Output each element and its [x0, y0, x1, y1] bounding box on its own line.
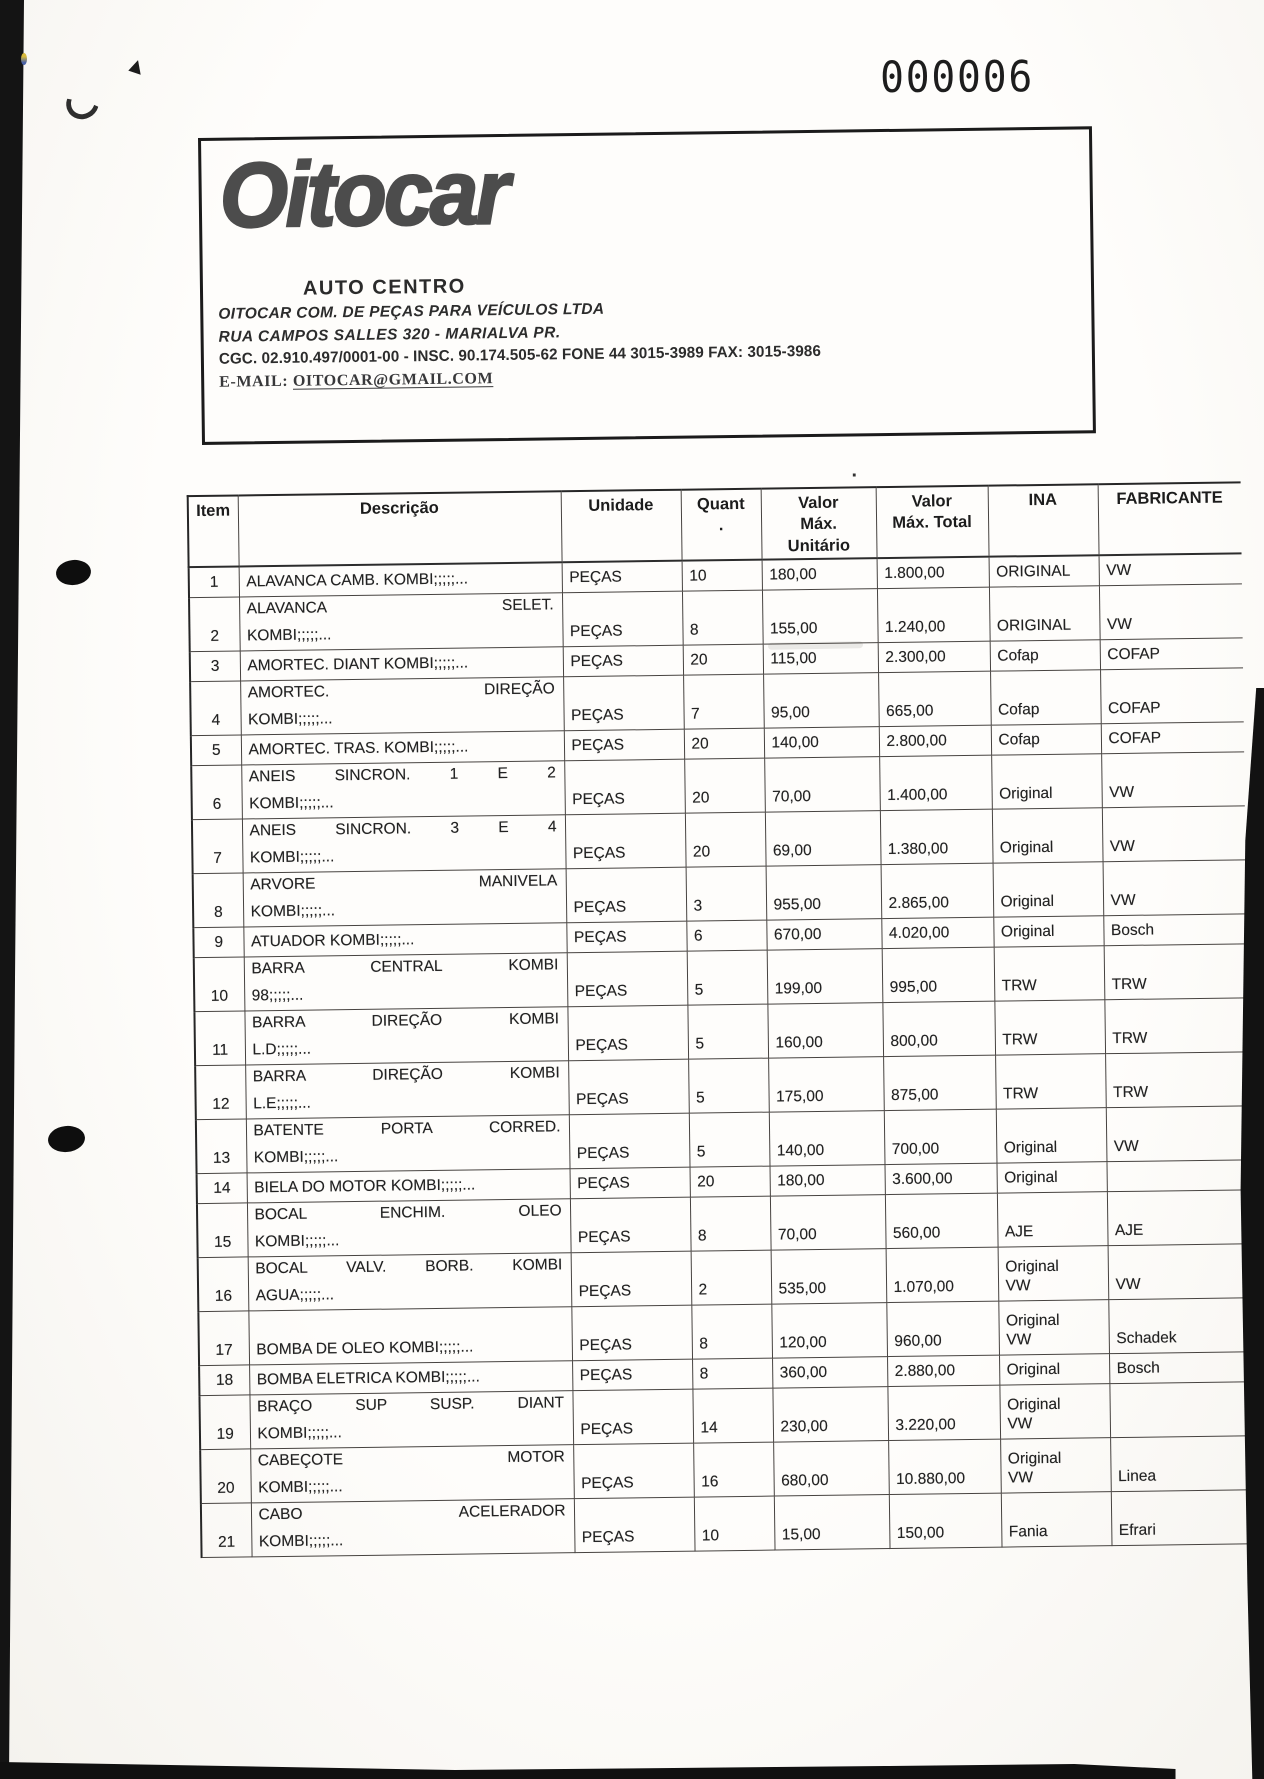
- item-number-cell: 1: [189, 567, 239, 598]
- quantity-cell: 6: [686, 920, 766, 951]
- manufacturer-cell: VW: [1102, 806, 1246, 862]
- ina-cell: Original VW: [1000, 1437, 1111, 1492]
- item-number-cell: 10: [194, 957, 245, 1012]
- total-price-cell: 4.020,00: [881, 917, 993, 948]
- manufacturer-cell: TRW: [1105, 1052, 1249, 1108]
- unit-cell: PEÇAS: [565, 813, 686, 869]
- unit-price-cell: 95,00: [763, 672, 879, 728]
- total-price-cell: 665,00: [878, 671, 991, 726]
- quantity-cell: 10: [694, 1496, 775, 1551]
- unit-price-cell: 180,00: [762, 558, 877, 590]
- quantity-cell: 5: [688, 1058, 769, 1113]
- description-cell: ATUADOR KOMBI;;;;;...: [243, 923, 566, 957]
- manufacturer-cell: COFAP: [1100, 638, 1243, 670]
- col-header-item: Item: [188, 496, 239, 568]
- unit-cell: PEÇAS: [563, 675, 684, 731]
- col-header-quant: Quant .: [681, 489, 762, 561]
- quantity-cell: 2: [691, 1250, 772, 1305]
- ina-cell: Original VW: [999, 1383, 1110, 1438]
- unit-cell: PEÇAS: [572, 1389, 693, 1445]
- ina-cell: Cofap: [991, 724, 1101, 755]
- description-cell: BOCAL ENCHIM. OLEO KOMBI;;;;;...: [247, 1199, 571, 1257]
- ina-cell: Original: [993, 916, 1103, 947]
- ina-cell: TRW: [994, 946, 1105, 1001]
- unit-price-cell: 199,00: [767, 948, 883, 1004]
- color-speck: [21, 53, 27, 65]
- total-price-cell: 960,00: [886, 1301, 999, 1356]
- col-header-descricao: Descrição: [238, 491, 562, 567]
- ina-cell: AJE: [997, 1191, 1108, 1246]
- unit-price-cell: 69,00: [765, 810, 881, 866]
- manufacturer-cell: Linea: [1110, 1436, 1254, 1492]
- col-header-valor-max-unitario: Valor Máx. Unitário: [761, 487, 877, 560]
- description-cell: BRAÇO SUP SUSP. DIANT KOMBI;;;;;...: [249, 1391, 573, 1449]
- table-body: [189, 554, 1255, 1558]
- manufacturer-cell: VW: [1099, 554, 1242, 586]
- description-cell: BARRA CENTRAL KOMBI 98;;;;;...: [244, 953, 568, 1011]
- item-number-cell: 11: [194, 1011, 245, 1066]
- email-link[interactable]: OITOCAR@GMAIL.COM: [292, 370, 494, 390]
- unit-price-cell: 175,00: [768, 1056, 884, 1112]
- unit-price-cell: 115,00: [763, 642, 878, 674]
- ina-cell: Cofap: [990, 640, 1100, 671]
- item-number-cell: 14: [197, 1173, 247, 1204]
- quantity-cell: 20: [683, 644, 763, 675]
- quantity-cell: 8: [690, 1196, 771, 1251]
- page-number-stamp: 000006: [879, 52, 1035, 104]
- unit-cell: PEÇAS: [564, 759, 685, 815]
- unit-cell: PEÇAS: [574, 1497, 695, 1553]
- quantity-cell: 3: [686, 866, 767, 921]
- ina-cell: Original: [991, 754, 1102, 809]
- manufacturer-cell: VW: [1099, 584, 1243, 640]
- unit-cell: PEÇAS: [562, 591, 683, 647]
- description-cell: BARRA DIREÇÃO KOMBI L.D;;;;;...: [244, 1007, 568, 1065]
- item-number-cell: 12: [195, 1065, 246, 1120]
- description-cell: AMORTEC. DIANT KOMBI;;;;;...: [240, 647, 563, 681]
- unit-price-cell: 120,00: [771, 1302, 887, 1358]
- col-header-unidade: Unidade: [561, 490, 682, 563]
- quantity-cell: 10: [682, 560, 762, 591]
- total-price-cell: 2.300,00: [878, 641, 990, 672]
- total-price-cell: 1.070,00: [886, 1247, 999, 1302]
- unit-cell: PEÇAS: [568, 1059, 689, 1115]
- quantity-cell: 20: [685, 812, 766, 867]
- unit-price-cell: 155,00: [762, 588, 878, 644]
- manufacturer-cell: COFAP: [1100, 668, 1244, 724]
- quantity-cell: 8: [691, 1304, 772, 1359]
- unit-cell: PEÇAS: [572, 1359, 692, 1391]
- item-number-cell: 5: [191, 735, 241, 766]
- unit-cell: PEÇAS: [566, 921, 686, 953]
- quantity-cell: 14: [692, 1388, 773, 1443]
- ina-cell: Original: [996, 1162, 1106, 1193]
- item-number-cell: 2: [189, 597, 240, 652]
- stray-dot-mark: .: [851, 459, 858, 482]
- manufacturer-cell: [1106, 1160, 1249, 1192]
- unit-cell: PEÇAS: [573, 1443, 694, 1499]
- manufacturer-cell: Schadek: [1108, 1298, 1252, 1354]
- company-address: RUA CAMPOS SALLES 320 - MARIALVA PR.: [218, 324, 561, 346]
- total-price-cell: 1.380,00: [880, 809, 993, 864]
- total-price-cell: 2.865,00: [881, 863, 994, 918]
- item-number-cell: 6: [191, 765, 242, 820]
- unit-cell: PEÇAS: [567, 951, 688, 1007]
- ina-cell: Original: [993, 862, 1104, 917]
- description-cell: BOCAL VALV. BORB. KOMBI AGUA;;;;;...: [248, 1253, 572, 1311]
- ina-cell: ORIGINAL: [989, 586, 1100, 641]
- total-price-cell: 2.880,00: [887, 1355, 999, 1386]
- ina-cell: Cofap: [990, 670, 1101, 725]
- ina-cell: ORIGINAL: [989, 556, 1099, 587]
- description-cell: AMORTEC. TRAS. KOMBI;;;;;...: [241, 731, 564, 765]
- manufacturer-cell: Bosch: [1109, 1352, 1252, 1384]
- item-number-cell: 4: [190, 681, 241, 736]
- description-cell: CABO ACELERADOR KOMBI;;;;;...: [251, 1499, 575, 1557]
- item-number-cell: 15: [197, 1203, 248, 1258]
- manufacturer-cell: TRW: [1104, 998, 1248, 1054]
- manufacturer-cell: VW: [1103, 860, 1247, 916]
- parts-price-table: [187, 481, 1255, 1558]
- ina-cell: Original VW: [998, 1299, 1109, 1354]
- unit-price-cell: 180,00: [770, 1164, 885, 1196]
- col-header-fabricante: FABRICANTE: [1098, 482, 1242, 555]
- unit-price-cell: 680,00: [773, 1440, 889, 1496]
- col-header-valor-max-total: Valor Máx. Total: [876, 486, 989, 559]
- manufacturer-cell: AJE: [1107, 1190, 1251, 1246]
- unit-price-cell: 160,00: [767, 1002, 883, 1058]
- item-number-cell: 16: [198, 1257, 249, 1312]
- quantity-cell: 7: [683, 674, 764, 729]
- quantity-cell: 20: [684, 758, 765, 813]
- quantity-cell: 5: [687, 1004, 768, 1059]
- item-number-cell: 7: [192, 819, 243, 874]
- company-subtitle: AUTO CENTRO: [302, 275, 466, 300]
- description-cell: BIELA DO MOTOR KOMBI;;;;;...: [247, 1169, 570, 1203]
- unit-cell: PEÇAS: [571, 1251, 692, 1307]
- total-price-cell: 2.800,00: [879, 725, 991, 756]
- quantity-cell: 8: [682, 590, 763, 645]
- unit-price-cell: 535,00: [771, 1248, 887, 1304]
- description-cell: CABEÇOTE MOTOR KOMBI;;;;;...: [250, 1445, 574, 1503]
- item-number-cell: 21: [201, 1503, 252, 1558]
- description-cell: ANEIS SINCRON. 1 E 2 KOMBI;;;;;...: [241, 761, 565, 819]
- unit-price-cell: 70,00: [764, 756, 880, 812]
- total-price-cell: 700,00: [884, 1109, 997, 1164]
- manufacturer-cell: Bosch: [1103, 914, 1246, 946]
- unit-price-cell: 15,00: [774, 1494, 890, 1550]
- unit-price-cell: 230,00: [772, 1386, 888, 1442]
- quantity-cell: 8: [692, 1358, 772, 1389]
- unit-cell: PEÇAS: [571, 1305, 692, 1361]
- item-number-cell: 13: [196, 1119, 247, 1174]
- description-cell: ALAVANCA CAMB. KOMBI;;;;;...: [239, 563, 562, 597]
- total-price-cell: 10.880,00: [888, 1439, 1001, 1494]
- description-cell: ALAVANCA SELET. KOMBI;;;;;...: [239, 593, 563, 651]
- company-email-line: [219, 370, 493, 392]
- ina-cell: Original: [996, 1108, 1107, 1163]
- description-cell: ANEIS SINCRON. 3 E 4 KOMBI;;;;;...: [242, 815, 566, 873]
- manufacturer-cell: TRW: [1104, 944, 1248, 1000]
- total-price-cell: 1.800,00: [877, 557, 989, 588]
- total-price-cell: 1.240,00: [877, 587, 990, 642]
- ina-cell: TRW: [995, 1054, 1106, 1109]
- item-number-cell: 20: [200, 1449, 251, 1504]
- unit-cell: PEÇAS: [563, 645, 683, 677]
- description-cell: AMORTEC. DIREÇÃO KOMBI;;;;;...: [240, 677, 564, 735]
- description-cell: BATENTE PORTA CORRED. KOMBI;;;;;...: [246, 1115, 570, 1173]
- table-header: [188, 482, 1242, 567]
- unit-cell: PEÇAS: [566, 867, 687, 923]
- description-cell: BARRA DIREÇÃO KOMBI L.E;;;;;...: [245, 1061, 569, 1119]
- manufacturer-cell: VW: [1108, 1244, 1252, 1300]
- manufacturer-cell: VW: [1101, 752, 1245, 808]
- manufacturer-cell: COFAP: [1101, 722, 1244, 754]
- item-number-cell: 17: [198, 1311, 249, 1366]
- company-logo: Oitocar: [219, 140, 508, 247]
- description-cell: ARVORE MANIVELA KOMBI;;;;;...: [243, 869, 567, 927]
- description-cell: BOMBA ELETRICA KOMBI;;;;;...: [249, 1361, 572, 1395]
- total-price-cell: 800,00: [882, 1001, 995, 1056]
- unit-cell: PEÇAS: [567, 1005, 688, 1061]
- description-cell: BOMBA DE OLEO KOMBI;;;;;...: [248, 1307, 572, 1365]
- total-price-cell: 150,00: [889, 1493, 1002, 1548]
- unit-cell: PEÇAS: [562, 561, 682, 593]
- ina-cell: TRW: [994, 1000, 1105, 1055]
- ina-cell: Original: [999, 1353, 1109, 1384]
- quantity-cell: 20: [690, 1166, 770, 1197]
- manufacturer-cell: [1109, 1382, 1253, 1438]
- total-price-cell: 560,00: [885, 1193, 998, 1248]
- letterhead-box: [198, 126, 1096, 445]
- unit-price-cell: 140,00: [764, 726, 879, 758]
- manufacturer-cell: VW: [1106, 1106, 1250, 1162]
- quantity-cell: 5: [689, 1112, 770, 1167]
- unit-price-cell: 360,00: [772, 1356, 887, 1388]
- quantity-cell: 5: [687, 950, 768, 1005]
- manufacturer-cell: Efrari: [1111, 1490, 1255, 1546]
- total-price-cell: 995,00: [882, 947, 995, 1002]
- unit-price-cell: 670,00: [766, 918, 881, 950]
- total-price-cell: 875,00: [883, 1055, 996, 1110]
- company-name: OITOCAR COM. DE PEÇAS PARA VEÍCULOS LTDA: [218, 300, 605, 323]
- total-price-cell: 1.400,00: [879, 755, 992, 810]
- quantity-cell: 20: [684, 728, 764, 759]
- item-number-cell: 8: [193, 873, 244, 928]
- unit-price-cell: 140,00: [769, 1110, 885, 1166]
- ina-cell: Original VW: [998, 1245, 1109, 1300]
- quantity-cell: 16: [693, 1442, 774, 1497]
- unit-cell: PEÇAS: [570, 1197, 691, 1253]
- col-header-ina: INA: [988, 484, 1099, 557]
- total-price-cell: 3.220,00: [887, 1385, 1000, 1440]
- unit-cell: PEÇAS: [564, 729, 684, 761]
- unit-price-cell: 955,00: [766, 864, 882, 920]
- item-number-cell: 9: [193, 927, 243, 958]
- ina-cell: Fania: [1001, 1491, 1112, 1546]
- unit-cell: PEÇAS: [569, 1113, 690, 1169]
- ina-cell: Original: [992, 808, 1103, 863]
- unit-cell: PEÇAS: [570, 1167, 690, 1199]
- total-price-cell: 3.600,00: [884, 1163, 996, 1194]
- company-registration: CGC. 02.910.497/0001-00 - INSC. 90.174.505-62 FONE 44 3015-3989 FAX: 3015-3986: [218, 342, 822, 368]
- item-number-cell: 18: [199, 1365, 249, 1396]
- unit-price-cell: 70,00: [770, 1194, 886, 1250]
- email-label: E-MAIL:: [219, 372, 289, 391]
- item-number-cell: 3: [190, 651, 240, 682]
- item-number-cell: 19: [199, 1395, 250, 1450]
